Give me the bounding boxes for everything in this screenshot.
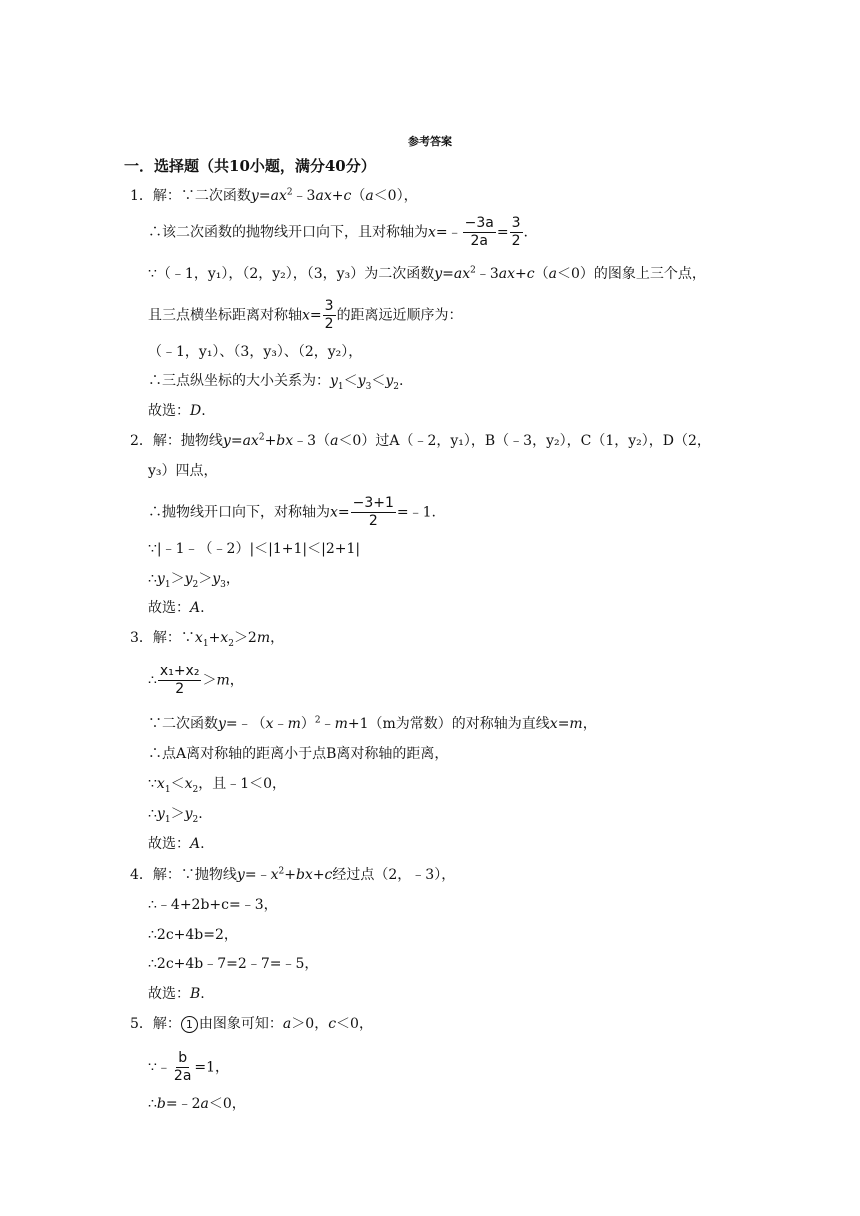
q2-line-3: ∴抛物线开口向下，对称轴为x= $\frac{-3+1}{2}$ =﹣1. [148,495,437,529]
section-heading: 一．选择题（共10小题，满分40分） [124,157,376,175]
q2-choice: 故选：A. [148,600,205,616]
q1-jie: 解： [152,188,181,204]
q1-line-4: 且三点横坐标距离对称轴x= $\frac{3}{2}$ 的距离远近顺序为： [148,298,463,332]
q3-line-5: $\because x_1<x_2$，且﹣1＜0， [148,776,287,795]
q2-answer: A [190,600,201,616]
q2-points: A（﹣2，y₁），B（﹣3，y₂），C（1，y₂），D（2， [389,433,711,449]
therefore-symbol: ∴ [148,224,162,241]
q5-fraction: $\frac{b}{2a}$ [173,1050,192,1084]
q1-line-6: ∴三点纵坐标的大小关系为：$y_1<y_3<y_2$. [148,373,404,392]
q2-fraction: $\frac{-3+1}{2}$ [352,495,394,529]
q1-points: （﹣1，y₁），（2，y₂），（3，y₃） [156,266,365,282]
q1-text: 二次函数 [194,188,251,204]
q1-line-1: 1．解：∵二次函数$y=ax^2﹣3ax+c(a<0)$， [130,187,418,204]
circled-number: 1 [181,1016,198,1033]
q5-line-1: 5．解： 1 由图象可知：a＞0，c＜0， [130,1016,373,1032]
q4-choice: 故选：B. [148,986,205,1002]
q1-choice: 故选：D. [148,403,206,419]
q3-line-3: ∵二次函数y=﹣（x﹣m）$^2$﹣m+1（m为常数）的对称轴为直线x=m， [148,715,597,732]
q4-line-1: 4．解：∵抛物线$y=﹣x^2+bx+c$经过点（2，﹣3）， [130,866,456,883]
q2-line-5: $\therefore y_1>y_2>y_3$， [148,571,240,590]
q1-line-3: ∵（﹣1，y₁），（2，y₂），（3，y₃）为二次函数$y=ax^2﹣3ax+c(a<0)$的图象上三个点， [148,265,706,282]
q3-answer: A [190,836,201,852]
q1-fraction-2: $\frac{3}{2}$ [511,215,521,249]
q3-line-2: ∴ $\frac{\text{x₁+x₂}}{2}$ ＞m， [148,663,244,697]
q3-fraction: $\frac{\text{x₁+x₂}}{2}$ [159,663,200,697]
because-symbol: ∵ [180,188,195,204]
q3-choice: 故选：A. [148,836,205,852]
q1-line-2: ∴该二次函数的抛物线开口向下，且对称轴为x=﹣ $\frac{-3a}{2a}$ = $\frac{3}{2}$ . [148,215,528,249]
q1-axis-text: 该二次函数的抛物线开口向下，且对称轴为 [162,224,428,241]
page-title: 参考答案 [408,135,452,148]
q2-line-4: ∵|﹣1﹣（﹣2）|＜|1+1|＜|2+1| [148,541,361,557]
q3-line-4: ∴点A离对称轴的距离小于点B离对称轴的距离， [148,746,449,762]
q4-line-4: ∴2c+4b﹣7=2﹣7=﹣5， [148,956,319,972]
q4-answer: B [190,986,201,1002]
q5-line-3: ∴b=﹣2a＜0， [148,1096,246,1112]
q2-line-2: y₃）四点， [148,463,218,479]
q1-number: 1． [130,188,153,204]
q4-line-3: ∴2c+4b=2， [148,927,238,943]
q2-line-1: 2．解：抛物线$y=ax^2+bx﹣3(a<0)$过A（﹣2，y₁），B（﹣3，y₂），C（1，y₂），D（2， [130,432,711,449]
q4-line-2: ∴﹣4+2b+c=﹣3， [148,897,278,913]
q1-answer: D [190,403,202,419]
q3-line-6: $\therefore y_1>y_2$. [148,806,203,825]
q1-fraction-3: $\frac{3}{2}$ [324,298,334,332]
q5-line-2: ∵﹣ $\frac{b}{2a}$ =1， [148,1050,230,1084]
q3-line-1: 3．解：$\because x_1+x_2>2m$， [130,630,285,649]
q1-fraction-1: $\frac{-3a}{2a}$ [464,215,494,249]
q1-line-5: （﹣1，y₁）、（3，y₃）、（2，y₂）， [148,344,363,360]
